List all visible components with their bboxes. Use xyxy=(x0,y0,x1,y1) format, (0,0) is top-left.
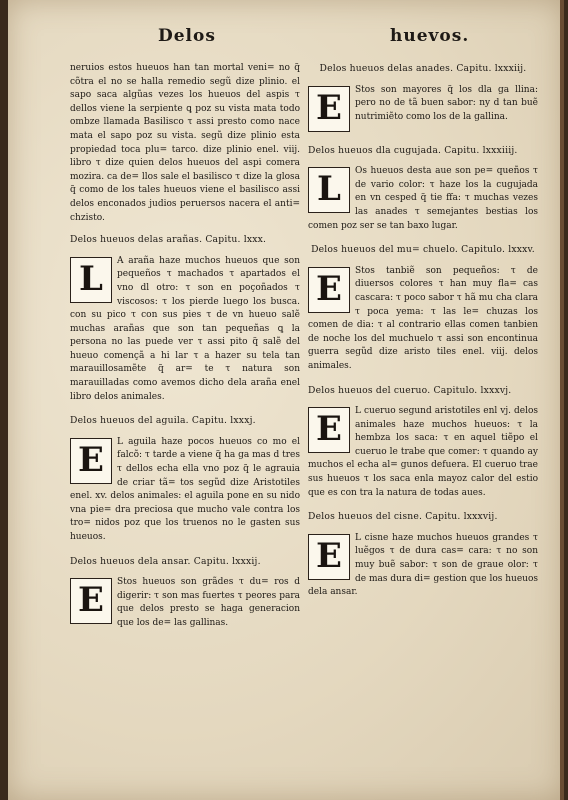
decorated-initial xyxy=(70,257,112,303)
running-head-left: Delos xyxy=(158,26,216,46)
initial-letter: E xyxy=(316,268,342,309)
running-head-right: huevos. xyxy=(390,26,470,46)
page-edge xyxy=(560,0,564,800)
initial-letter: E xyxy=(316,87,342,128)
decorated-initial xyxy=(70,578,112,624)
initial-letter: E xyxy=(316,409,342,450)
initial-letter: E xyxy=(78,440,104,481)
section-text: Stos tanbiẽ son pequeños: τ de diuersos colores τ han muy fla= cas cascara: τ poco sabor τ hã mu cha clara τ poca yema: τ las le= chuzas los comen de dia: τ al contrario ellas comen tanbien de noche los del muchuelo τ assi son encontinua guerra segũd dize aristo tiles enel. viij. delos animales. xyxy=(308,265,538,371)
section-heading: Delos hueuos delas anades. Capitu. lxxxiij. xyxy=(319,63,527,74)
section-text: Stos son mayores q̃ los dla ga llina: pero no de tã buen sabor: ny d tan buẽ nutrimiẽto como los de la gallina. xyxy=(355,84,538,122)
section-heading: Delos hueuos del cueruo. Capitulo. lxxxvj. xyxy=(308,384,512,396)
section-text: Os hueuos desta aue son pe= queños τ de vario color: τ haze los la cugujada en vn cesped q̃ tie ffa: τ muchas vezes las anades τ semejantes bestias los comen poz ser se tan baxo lugar. xyxy=(308,166,538,231)
section-text: L aguila haze pocos hueuos co mo el falcõ: τ tarde a viene q̃ ha ga mas d tres τ dellos echa ella vno poz q̃ le agrauia de criar tã= tos segũd dize Aristotiles enel. xv. delos animales: el aguila pone en su nido vna pie= dra preciosa que mucho vale contra los tro= nidos poz que los truenos no le gasten sus hueuos. xyxy=(70,436,300,542)
section-text: L cueruo segund aristotiles enl vj. delos animales haze muchos hueuos: τ la hembza los saca: τ en aquel tiẽpo el cueruo le trabe que comer: τ quando ay muchos el echa al= gunos defuera. El cueruo trae sus hueuos τ los saca enla mayoz calor del estio que es con tra la natura de todas aues. xyxy=(308,406,538,498)
section-heading: Delos hueuos del aguila. Capitu. lxxxj. xyxy=(70,415,256,427)
section-body xyxy=(70,255,300,405)
decorated-initial xyxy=(308,407,350,453)
book-page xyxy=(8,0,564,800)
section-body xyxy=(308,532,538,600)
initial-letter: E xyxy=(316,536,342,577)
left-column xyxy=(70,62,300,641)
right-column xyxy=(308,62,538,610)
section-body xyxy=(308,84,538,134)
section-body xyxy=(70,576,300,630)
decorated-initial xyxy=(308,267,350,313)
section-body xyxy=(308,165,538,233)
section-body xyxy=(308,405,538,500)
section-heading: Delos hueuos del mu= chuelo. Capitulo. lxxxv. xyxy=(311,244,535,256)
section-heading: Delos hueuos dela ansar. Capitu. lxxxij. xyxy=(70,555,261,567)
section-body xyxy=(308,265,538,374)
section-body xyxy=(70,436,300,545)
decorated-initial xyxy=(308,534,350,580)
section-text: Stos hueuos son grãdes τ du= ros d digerir: τ son mas fuertes τ peores para que delos presto se haga generacion que los de= las gallinas. xyxy=(117,577,300,628)
decorated-initial xyxy=(70,438,112,484)
section-text: A araña haze muchos hueuos que son pequeños τ machados τ apartados el vno dl otro: τ son en poçoñados τ viscosos: τ los pierde luego los busca. con su pico τ con sus pies τ de vn hueuo salẽ muchas arañas que son tan pequeñas ꝗ la persona no las puede ver τ assi pito q̃ salẽ del hueuo començã a hi lar τ a hazer su tela tan marauillosamẽte q̃ ar= te τ natura son marauilladas como avemos dicho dela araña enel libro delos animales. xyxy=(70,255,300,402)
initial-letter: E xyxy=(78,580,104,621)
decorated-initial xyxy=(308,86,350,132)
section-text: L cisne haze muchos hueuos grandes τ luẽgos τ de dura cas= cara: τ no son muy buẽ sabor: τ son de graue olor: τ de mas dura di= gestion que los hueuos dela ansar. xyxy=(308,532,538,598)
section-heading: Delos hueuos del cisne. Capitu. lxxxvij. xyxy=(308,511,498,523)
decorated-initial xyxy=(308,167,350,213)
initial-letter: L xyxy=(79,258,103,299)
initial-letter: L xyxy=(317,169,341,210)
intro-paragraph: neruios estos hueuos han tan mortal veni= no q̃ cõtra el no se halla remedio segũ dize plinio. el sapo saca algũas vezes los hueuos del aspis τ dellos viene la serpiente ꝗ poz su vista mata todo ombze llamada Basilisco τ assi presto como nace mata el sapo poz su vista. segũ dize plinio esta propiedad toca plu= tarco. dize plinio enel. viij. libro τ dize quien delos hueuos del aspi comera mozira. ca de= llos sale el basilisco τ dize la glosa q̃ como de los tales hueuos viene el basilisco assi delos enconados judios peruersos nacera el anti= chzisto. xyxy=(70,63,300,223)
section-heading: Delos hueuos delas arañas. Capitu. lxxx. xyxy=(70,234,267,246)
section-heading: Delos hueuos dla cugujada. Capitu. lxxxiiij. xyxy=(308,144,518,156)
